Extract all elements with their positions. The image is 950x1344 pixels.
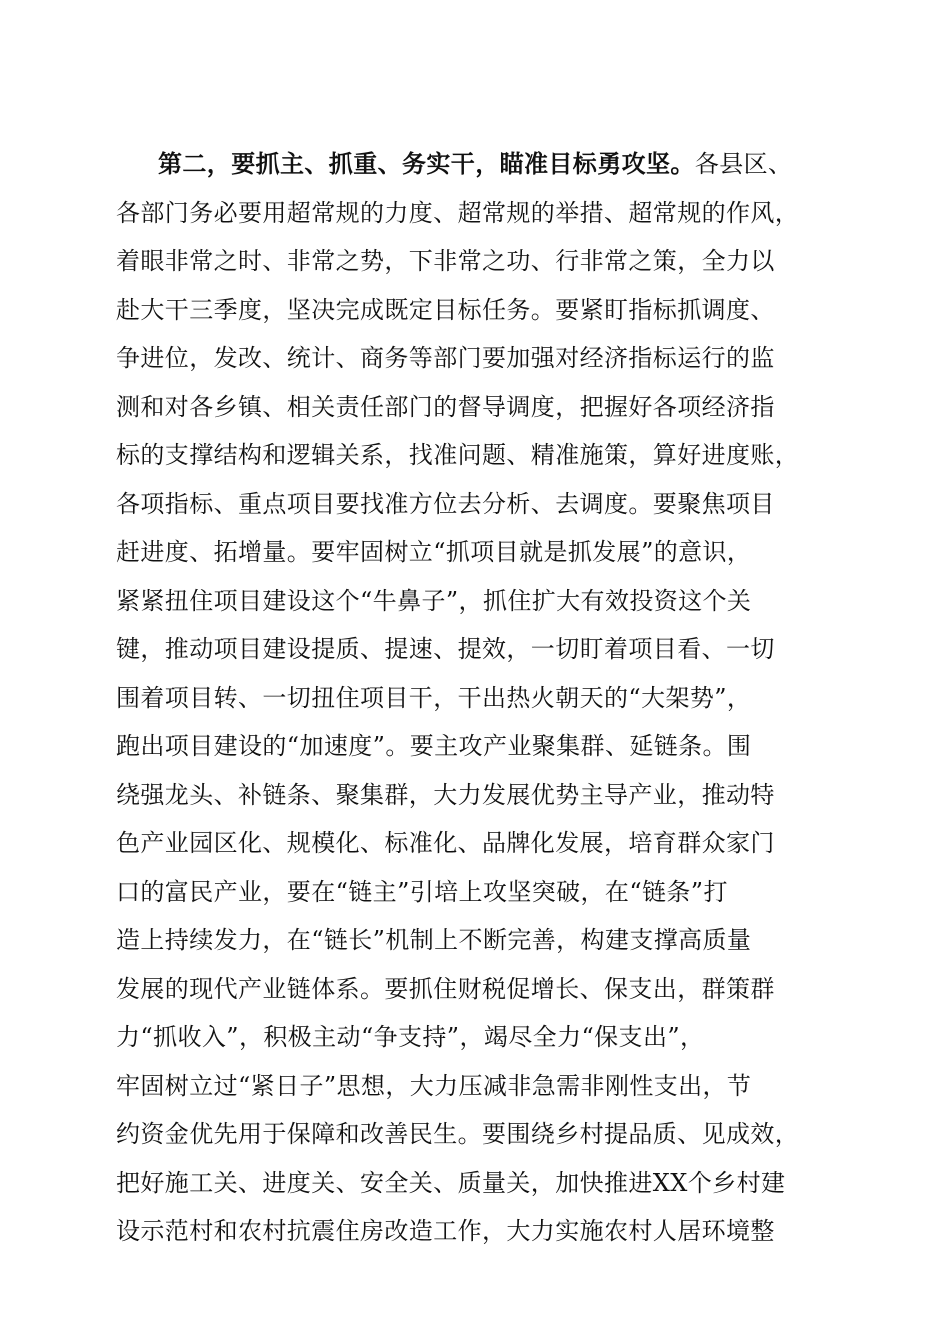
paragraph-line: 标的支撑结构和逻辑关系，找准问题、精准施策，算好进度账， — [116, 441, 800, 469]
paragraph-line: 造上持续发力，在“链长”机制上不断完善，构建支撑高质量 — [116, 926, 752, 954]
paragraph-line: 约资金优先用于保障和改善民生。要围绕乡村提品质、见成效， — [116, 1120, 800, 1148]
first-line-text: 各县区、 — [694, 150, 793, 178]
paragraph-line: 各部门务必要用超常规的力度、超常规的举措、超常规的作风， — [116, 198, 800, 227]
paragraph-line: 把好施工关、进度关、安全关、质量关，加快推进XX个乡村建 — [116, 1168, 786, 1197]
paragraph-line: 发展的现代产业链体系。要抓住财税促增长、保支出，群策群 — [116, 974, 775, 1003]
paragraph-line: 测和对各乡镇、相关责任部门的督导调度，把握好各项经济指 — [116, 392, 775, 421]
paragraph-line: 设示范村和农村抗震住房改造工作，大力实施农村人居环境整 — [116, 1217, 775, 1245]
paragraph-line: 牢固树立过“紧日子”思想，大力压减非急需非刚性支出，节 — [116, 1071, 752, 1100]
paragraph-line: 赴大干三季度，坚决完成既定目标任务。要紧盯指标抓调度、 — [116, 295, 775, 324]
paragraph-line: 色产业园区化、规模化、标准化、品牌化发展，培育群众家门 — [116, 829, 775, 857]
paragraph-line: 赶进度、拓增量。要牢固树立“抓项目就是抓发展”的意识， — [116, 538, 752, 566]
paragraph-line: 争进位，发改、统计、商务等部门要加强对经济指标运行的监 — [116, 344, 775, 372]
paragraph-line: 键，推动项目建设提质、提速、提效，一切盯着项目看、一切 — [116, 635, 775, 663]
body-paragraph — [116, 140, 836, 1256]
paragraph-line: 绕强龙头、补链条、聚集群，大力发展优势主导产业，推动特 — [116, 780, 775, 809]
paragraph-line: 围着项目转、一切扭住项目干，干出热火朝天的“大架势”， — [116, 683, 752, 712]
paragraph-line: 口的富民产业，要在“链主”引培上攻坚突破，在“链条”打 — [116, 877, 728, 906]
paragraph-line: 各项指标、重点项目要找准方位去分析、去调度。要聚焦项目 — [116, 489, 775, 518]
paragraph-line: 力“抓收入”，积极主动“争支持”，竭尽全力“保支出”， — [116, 1023, 705, 1051]
paragraph-line: 紧紧扭住项目建设这个“牛鼻子”，抓住扩大有效投资这个关 — [116, 586, 752, 615]
paragraph-line-1 — [116, 140, 836, 189]
paragraph-line: 跑出项目建设的“加速度”。要主攻产业聚集群、延链条。围 — [116, 732, 752, 760]
section-heading: 第二，要抓主、抓重、务实干，瞄准目标勇攻坚。 — [158, 149, 695, 178]
paragraph-line: 着眼非常之时、非常之势，下非常之功、行非常之策，全力以 — [116, 247, 775, 275]
